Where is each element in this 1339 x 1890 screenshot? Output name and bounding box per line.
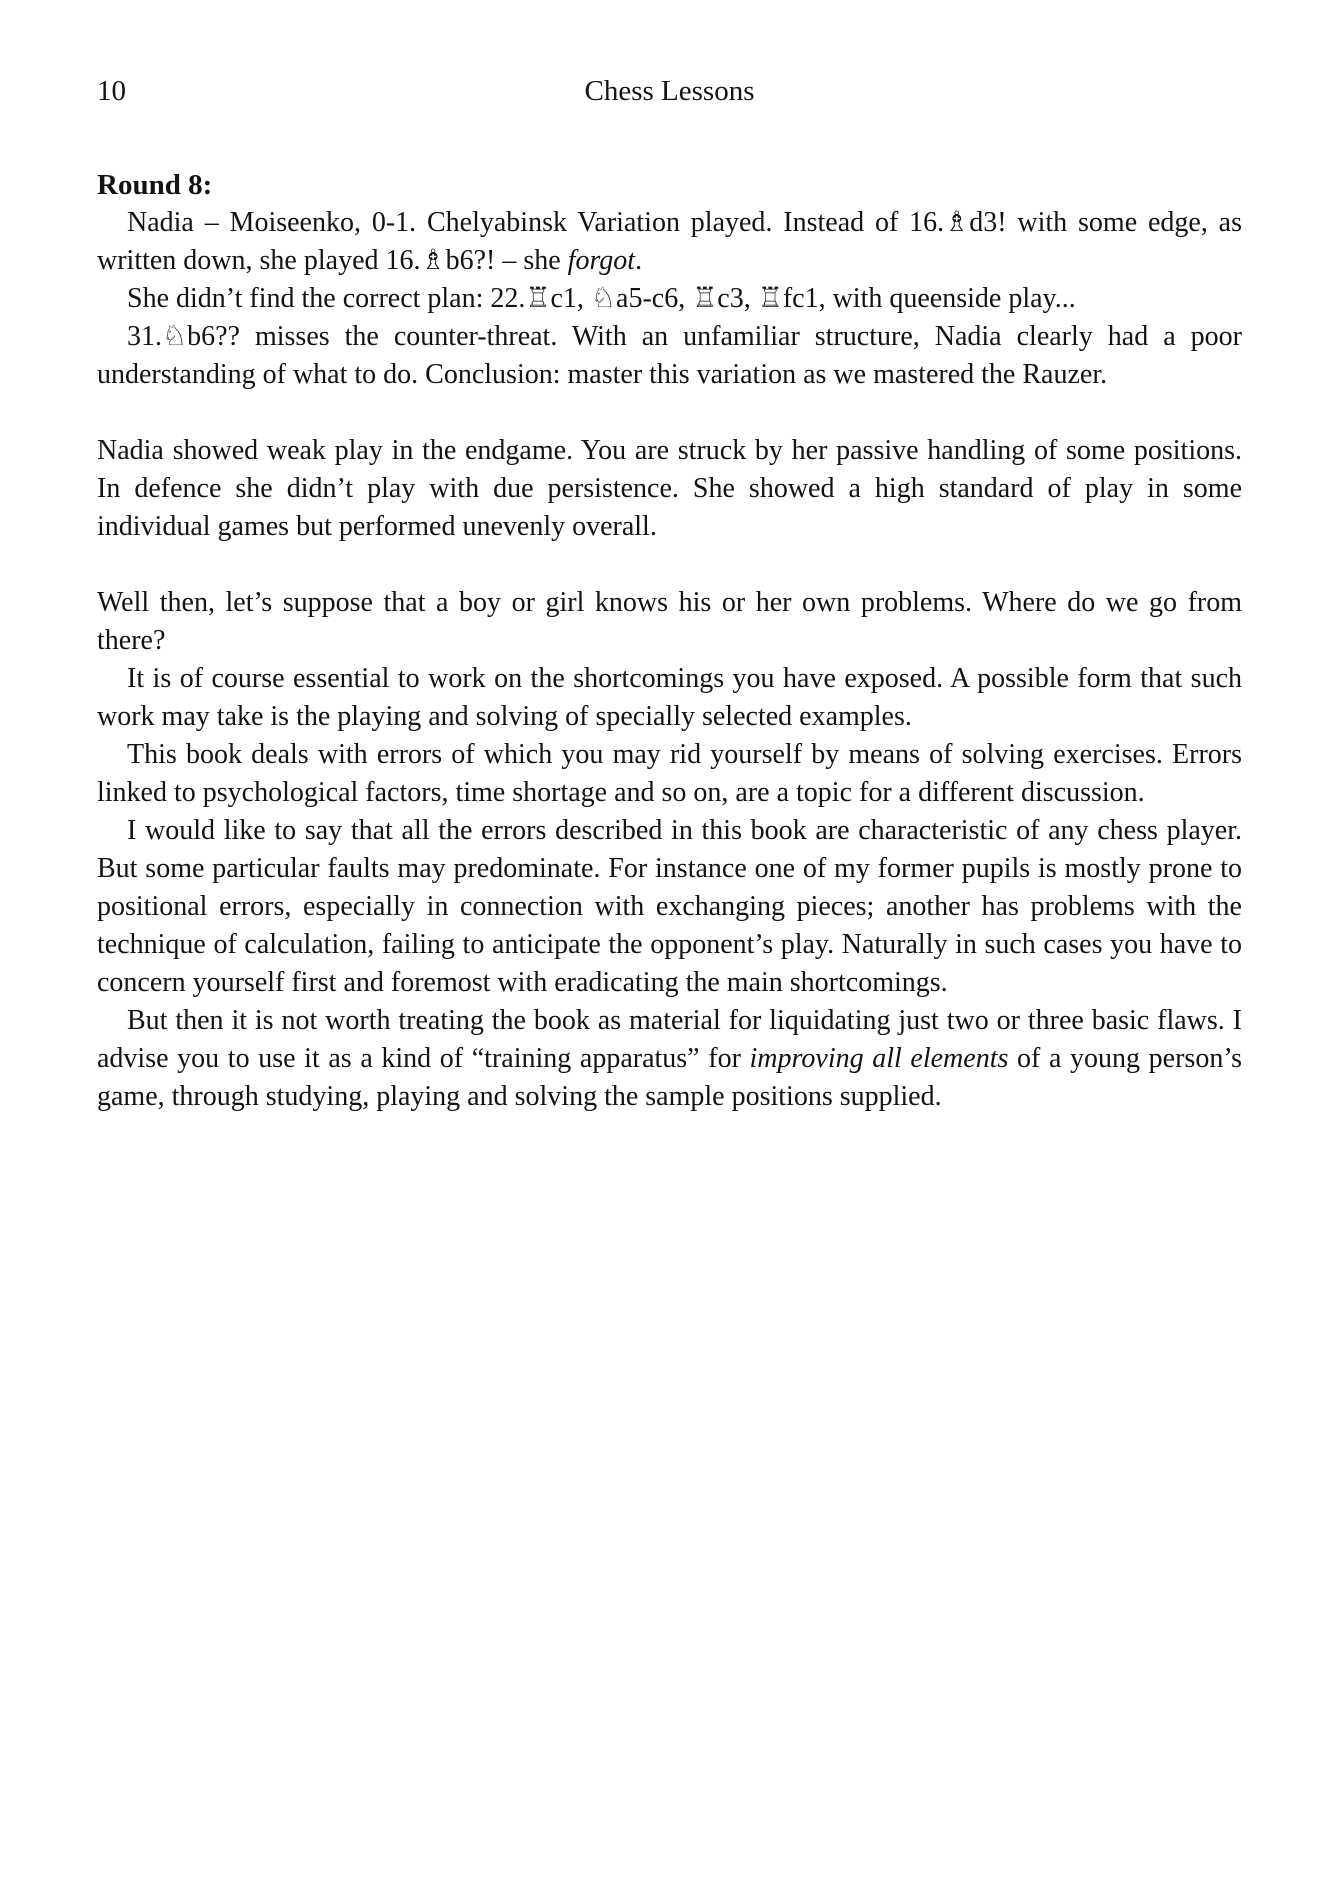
paragraph-correct-plan [97,280,1242,318]
text-run: She didn’t find the correct plan: 22.♖c1, ♘a5-c6, ♖c3, ♖fc1, with queenside play... [127,283,1076,314]
paragraph-game-summary [97,204,1242,280]
paragraph-errors-characteristic [97,812,1242,1002]
paragraph-endgame-assessment [97,432,1242,546]
page-number: 10 [97,75,126,107]
italic-text-run: forgot [567,245,636,276]
text-run: 31.♘b6?? misses the counter-threat. With an unfamiliar structure, Nadia clearly had a poor understanding of what to do. Conclusion: master this variation as we mastered the Rauzer. [97,321,1242,390]
paragraph-essential-work [97,660,1242,736]
section-heading: Round 8: [97,169,213,201]
paragraph-book-deals [97,736,1242,812]
text-run: I would like to say that all the errors described in this book are characteristic of any chess player. But some particular faults may predominate. For instance one of my former pupils is mostly prone to positional errors, especially in connection with exchanging pieces; another has problems with the technique of calculation, failing to anticipate the opponent’s play. Naturally in such cases you have to concern yourself first and foremost with eradicating the main shortcomings. [97,815,1242,998]
running-header [97,72,1242,110]
paragraph-training-apparatus [97,1002,1242,1116]
text-run: Well then, let’s suppose that a boy or girl knows his or her own problems. Where do we go from there? [97,587,1242,656]
page-body [97,166,1242,1116]
text-run: It is of course essential to work on the shortcomings you have exposed. A possible form that such work may take is the playing and solving of specially selected examples. [97,663,1242,732]
text-run: of a young person’s game, through studying, playing and solving the sample positions supplied. [97,1043,1242,1112]
text-run: Nadia – Moiseenko, 0-1. Chelyabinsk Variation played. Instead of 16.♗d3! with some edge, as written down, she played 16.♗b6?! – she [97,207,1242,276]
text-run: This book deals with errors of which you may rid yourself by means of solving exercises. Errors linked to psychological factors, time shortage and so on, are a topic for a different discussion. [97,739,1242,808]
paragraph-counter-threat [97,318,1242,394]
text-run: . [635,245,643,276]
paragraph-well-then [97,584,1242,660]
running-title: Chess Lessons [584,75,755,107]
text-run: Nadia showed weak play in the endgame. You are struck by her passive handling of some positions. In defence she didn’t play with due persistence. She showed a high standard of play in some individual games but performed unevenly overall. [97,435,1242,542]
text-run: But then it is not worth treating the book as material for liquidating just two or three basic flaws. I advise you to use it as a kind of “training apparatus” for [97,1005,1242,1074]
italic-text-run: improving all elements [749,1043,1009,1074]
